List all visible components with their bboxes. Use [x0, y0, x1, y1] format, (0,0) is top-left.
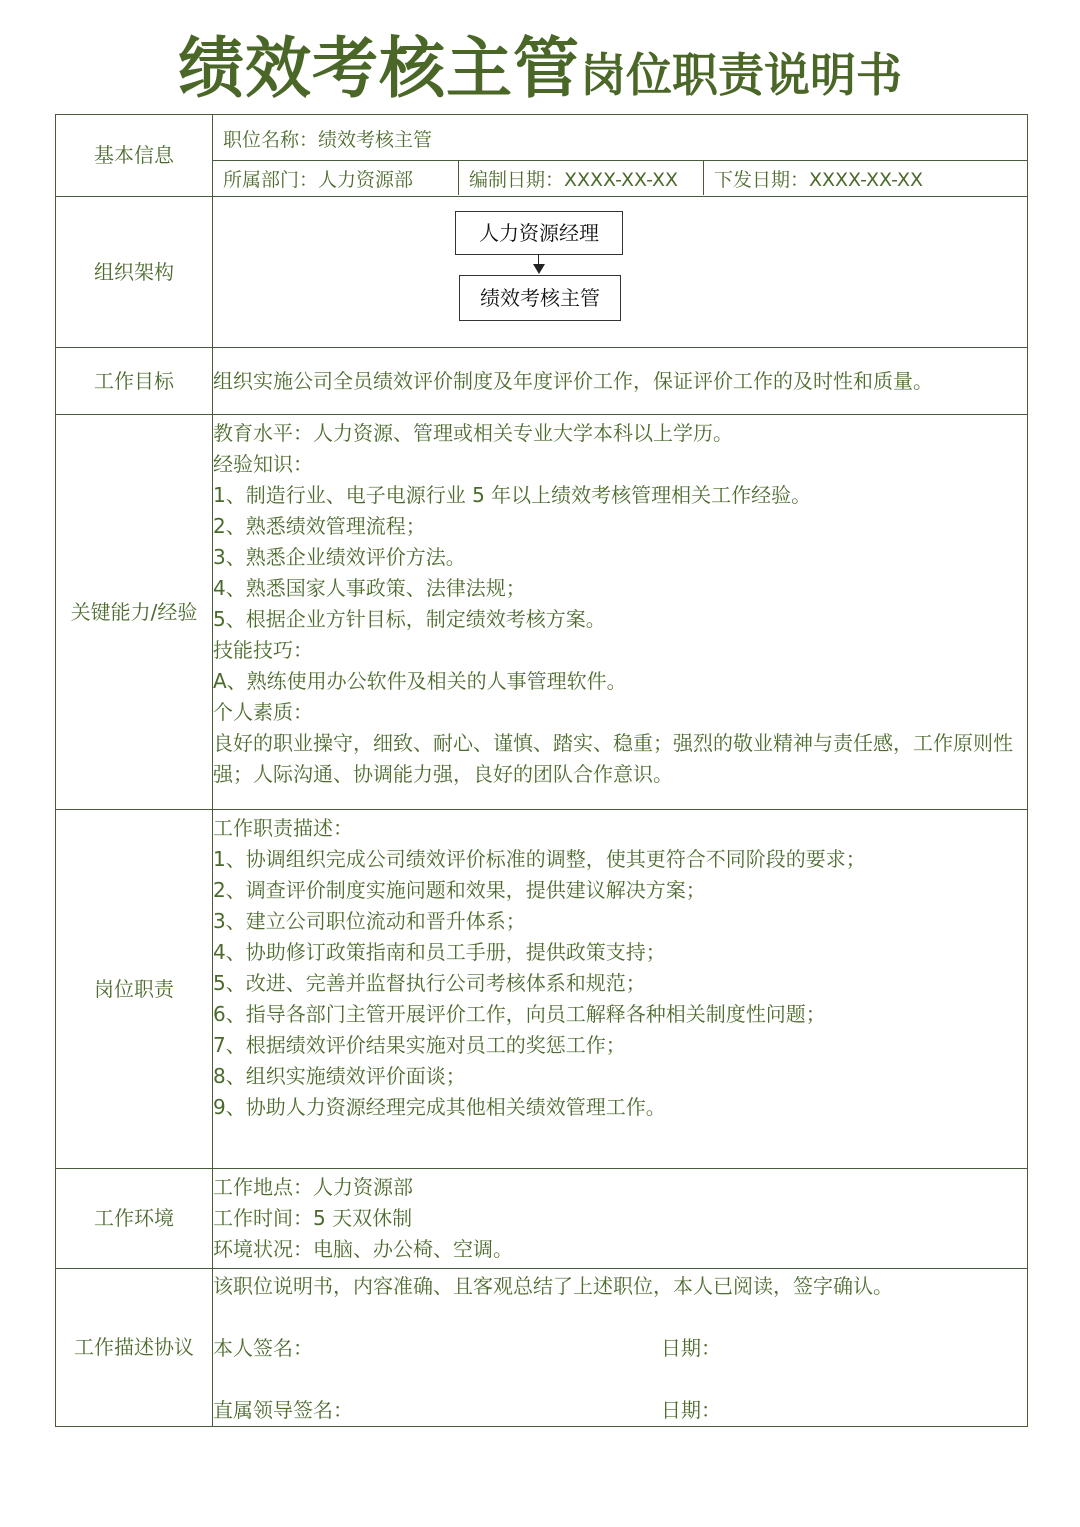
job-description-table: [55, 114, 1028, 1427]
label-environment: 工作环境: [56, 1169, 213, 1269]
row-agreement: [56, 1269, 1028, 1427]
label-goal: 工作目标: [56, 348, 213, 415]
department: 所属部门：人力资源部: [223, 168, 414, 191]
agreement-content: [213, 1269, 1028, 1427]
ability-line: 4、熟悉国家人事政策、法律法规；: [213, 576, 526, 600]
row-environment: [56, 1169, 1028, 1269]
label-duty: 岗位职责: [56, 810, 213, 1169]
duty-line: 9、协助人力资源经理完成其他相关绩效管理工作。: [213, 1095, 666, 1119]
org-chart: [213, 197, 1028, 348]
ability-line: 3、熟悉企业绩效评价方法。: [213, 545, 466, 569]
row-basic-info: [56, 115, 1028, 197]
duty-line: 4、协助修订政策指南和员工手册，提供政策支持；: [213, 940, 666, 964]
org-chart-canvas: [213, 197, 1027, 347]
issue-date: 下发日期：XXXX-XX-XX: [703, 161, 1027, 195]
position-name: 职位名称：绩效考核主管: [223, 128, 433, 151]
arrow-down-icon: [533, 264, 545, 274]
ability-content: [213, 415, 1028, 810]
self-sign-date-label: 日期：: [661, 1336, 721, 1360]
ability-line: 经验知识：: [213, 452, 313, 476]
ability-line: 1、制造行业、电子电源行业 5 年以上绩效考核管理相关工作经验。: [213, 483, 812, 507]
goal-text: 组织实施公司全员绩效评价制度及年度评价工作，保证评价工作的及时性和质量。: [213, 348, 1028, 415]
environment-line: 工作时间：5 天双休制: [213, 1206, 413, 1230]
org-node-manager: 人力资源经理: [455, 211, 623, 255]
row-org: [56, 197, 1028, 348]
leader-sign-label: 直属领导签名：: [213, 1398, 353, 1422]
label-agreement: 工作描述协议: [56, 1269, 213, 1427]
environment-content: [213, 1169, 1028, 1269]
label-org: 组织架构: [56, 197, 213, 348]
duty-content: [213, 810, 1028, 1169]
ability-line: 个人素质：: [213, 700, 313, 724]
label-basic-info: 基本信息: [56, 115, 213, 197]
row-goal: [56, 348, 1028, 415]
duty-line: 7、根据绩效评价结果实施对员工的奖惩工作；: [213, 1033, 626, 1057]
document-title: [0, 28, 1080, 126]
title-sub: 岗位职责说明书: [580, 48, 902, 102]
agreement-statement: 该职位说明书，内容准确、且客观总结了上述职位，本人已阅读，签字确认。: [213, 1274, 893, 1298]
row-duty: [56, 810, 1028, 1169]
duty-line: 5、改进、完善并监督执行公司考核体系和规范；: [213, 971, 646, 995]
self-sign-row: [213, 1333, 1027, 1364]
leader-sign-date-label: 日期：: [661, 1398, 721, 1422]
duty-line: 1、协调组织完成公司绩效评价标准的调整，使其更符合不同阶段的要求；: [213, 847, 866, 871]
title-main: 绩效考核主管: [178, 29, 580, 107]
ability-line: A、熟练使用办公软件及相关的人事管理软件。: [213, 669, 627, 693]
org-node-position: 绩效考核主管: [459, 275, 621, 321]
duty-line: 6、指导各部门主管开展评价工作，向员工解释各种相关制度性问题；: [213, 1002, 826, 1026]
basic-info-content: [213, 115, 1028, 197]
compile-date: 编制日期：XXXX-XX-XX: [458, 161, 703, 195]
basic-info-subrow: [213, 160, 1027, 195]
ability-line: 2、熟悉绩效管理流程；: [213, 514, 426, 538]
ability-line: 5、根据企业方针目标，制定绩效考核方案。: [213, 607, 606, 631]
ability-line: 技能技巧：: [213, 638, 313, 662]
duty-line: 3、建立公司职位流动和晋升体系；: [213, 909, 526, 933]
label-ability: 关键能力/经验: [56, 415, 213, 810]
ability-line: 教育水平：人力资源、管理或相关专业大学本科以上学历。: [213, 421, 733, 445]
environment-line: 工作地点：人力资源部: [213, 1175, 413, 1199]
ability-quality: 良好的职业操守，细致、耐心、谨慎、踏实、稳重；强烈的敬业精神与责任感，工作原则性强；人际沟通、协调能力强，良好的团队合作意识。: [213, 731, 1013, 786]
row-ability: [56, 415, 1028, 810]
self-sign-label: 本人签名：: [213, 1336, 313, 1360]
leader-sign-row: [213, 1395, 1027, 1426]
duty-line: 2、调查评价制度实施问题和效果，提供建议解决方案；: [213, 878, 706, 902]
duty-line: 8、组织实施绩效评价面谈；: [213, 1064, 466, 1088]
environment-line: 环境状况：电脑、办公椅、空调。: [213, 1237, 513, 1261]
duty-line: 工作职责描述：: [213, 816, 353, 840]
